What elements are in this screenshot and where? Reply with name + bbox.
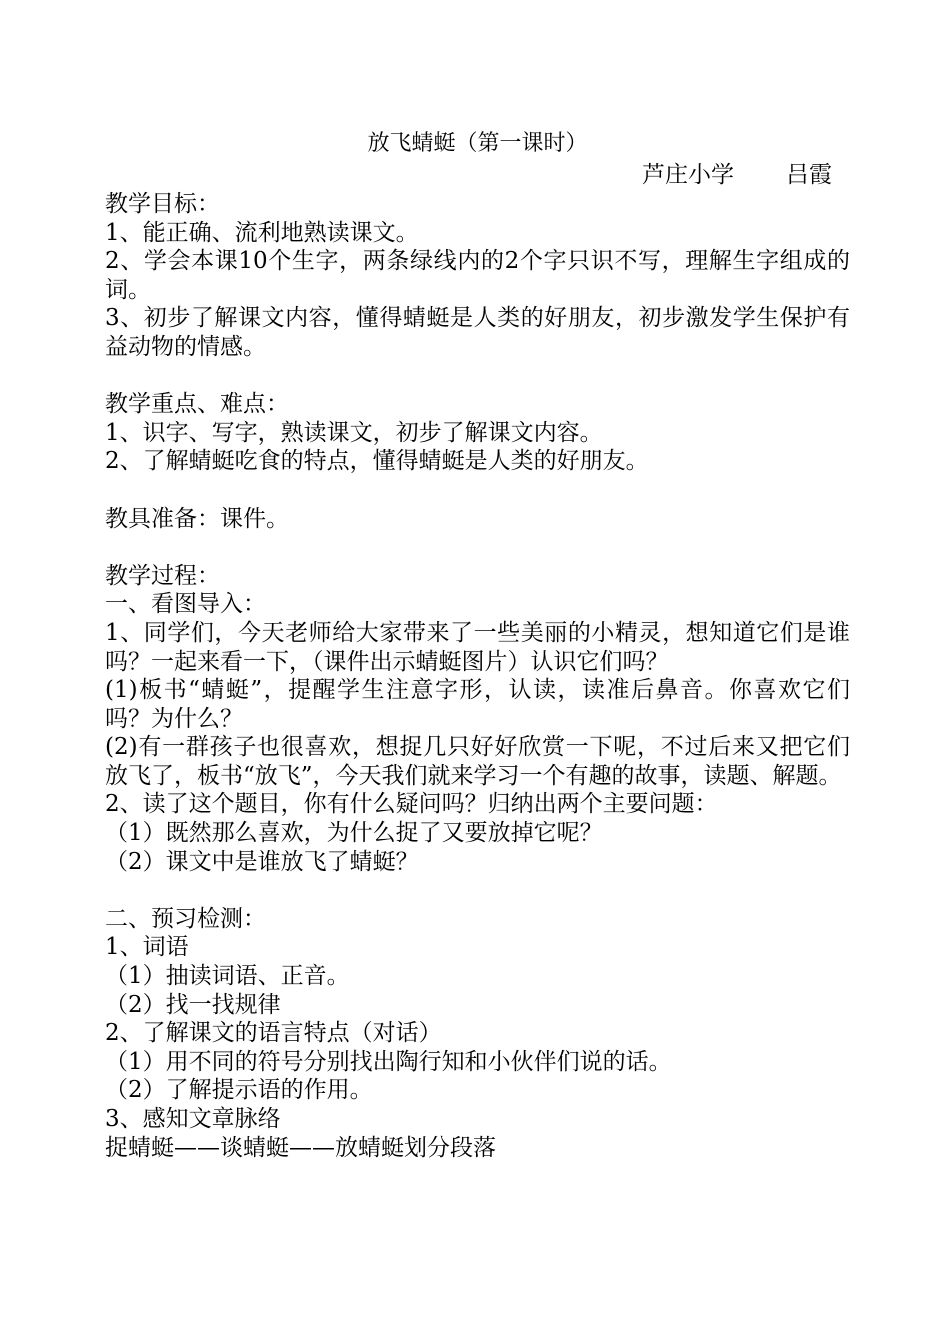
section2-item-4: 2、了解课文的语言特点（对话）	[105, 1020, 442, 1047]
process-heading: 教学过程：	[105, 562, 220, 589]
section1-heading: 一、看图导入：	[105, 591, 266, 618]
author-line	[105, 160, 850, 190]
key-points-heading: 教学重点、难点：	[105, 391, 289, 418]
teacher-name: 吕霞	[786, 162, 832, 188]
goal-item-3: 3、初步了解课文内容，懂得蜻蜓是人类的好朋友，初步激发学生保护有益动物的情感。	[105, 305, 850, 360]
tools-line: 教具准备：课件。	[105, 505, 289, 532]
section2-item-6: （2）了解提示语的作用。	[105, 1077, 373, 1104]
section1-item-3: (2)有一群孩子也很喜欢，想捉几只好好欣赏一下呢，不过后来又把它们放飞了，板书“放飞”，今天我们就来学习一个有趣的故事，读题、解题。	[105, 734, 850, 789]
document-page	[105, 128, 850, 1162]
section2-item-5: （1）用不同的符号分别找出陶行知和小伙伴们说的话。	[105, 1048, 672, 1075]
key-point-1: 1、识字、写字，熟读课文，初步了解课文内容。	[105, 419, 603, 446]
section2-item-3: （2）找一找规律	[105, 991, 281, 1018]
section2-item-2: （1）抽读词语、正音。	[105, 963, 350, 990]
section1-item-4: 2、读了这个题目，你有什么疑问吗？归纳出两个主要问题：	[105, 791, 718, 818]
section2-item-8: 捉蜻蜓——谈蜻蜓——放蜻蜓划分段落	[105, 1134, 496, 1161]
goal-item-1: 1、能正确、流利地熟读课文。	[105, 219, 419, 246]
school-name: 芦庄小学	[642, 162, 734, 188]
section2-item-1: 1、词语	[105, 934, 189, 961]
document-title: 放飞蜻蜓（第一课时）	[367, 131, 588, 156]
section1-item-6: （2）课文中是谁放飞了蜻蜓？	[105, 848, 419, 875]
key-point-2: 2、了解蜻蜓吃食的特点，懂得蜻蜓是人类的好朋友。	[105, 448, 649, 475]
goal-item-2: 2、学会本课10个生字，两条绿线内的2个字只识不写，理解生字组成的词。	[105, 248, 850, 303]
goals-heading: 教学目标：	[105, 191, 220, 217]
section1-item-2: (1)板书“蜻蜓”，提醒学生注意字形，认读，读准后鼻音。你喜欢它们吗？为什么？	[105, 677, 850, 732]
section2-item-7: 3、感知文章脉络	[105, 1106, 281, 1132]
section2-heading: 二、预习检测：	[105, 905, 266, 932]
section1-item-5: （1）既然那么喜欢，为什么捉了又要放掉它呢？	[105, 820, 603, 847]
section1-item-1: 1、同学们，今天老师给大家带来了一些美丽的小精灵，想知道它们是谁吗？一起来看一下，（课件出示蜻蜓图片）认识它们吗？	[105, 619, 850, 675]
